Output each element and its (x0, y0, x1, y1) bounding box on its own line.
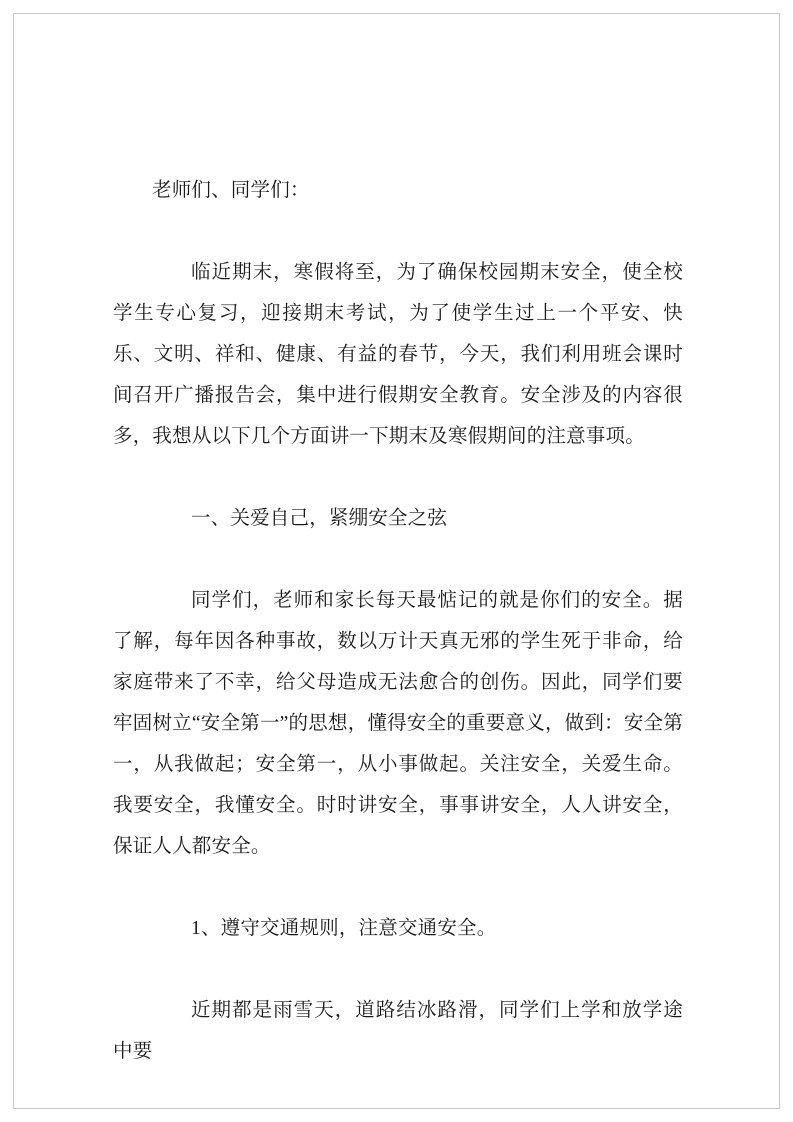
paragraph-salutation: 老师们、同学们： (152, 180, 310, 201)
paragraph-spacer (113, 211, 683, 252)
paragraph-spacer (113, 949, 683, 990)
paragraph-spacer (113, 457, 683, 498)
paragraph-spacer (113, 867, 683, 908)
paragraph-introduction: 临近期末，寒假将至，为了确保校园期末安全，使全校学生专心复习，迎接期末考试，为了使学生过上一个平安、快乐、文明、祥和、健康、有益的春节，今天，我们利用班会课时间召开广播报告会，集中进行假期安全教育。安全涉及的内容很多，我想从以下几个方面讲一下期末及寒假期间的注意事项。 (113, 262, 683, 447)
paragraph-body-one: 同学们，老师和家长每天最惦记的就是你们的安全。据了解，每年因各种事故，数以万计天真无邪的学生死于非命，给家庭带来了不幸，给父母造成无法愈合的创伤。因此，同学们要牢固树立“安全第一”的思想，懂得安全的重要意义，做到：安全第一，从我做起；安全第一，从小事做起。关注安全，关爱生命。我要安全，我懂安全。时时讲安全，事事讲安全，人人讲安全，保证人人都安全。 (113, 590, 683, 857)
paragraph-spacer (113, 539, 683, 580)
paragraph-item-one: 1、遵守交通规则，注意交通安全。 (191, 918, 497, 939)
paragraph-body-two: 近期都是雨雪天，道路结冰路滑，同学们上学和放学途中要 (113, 1000, 683, 1062)
paragraph-heading-one: 一、关爱自己，紧绷安全之弦 (191, 508, 448, 529)
document-body (113, 170, 683, 1072)
